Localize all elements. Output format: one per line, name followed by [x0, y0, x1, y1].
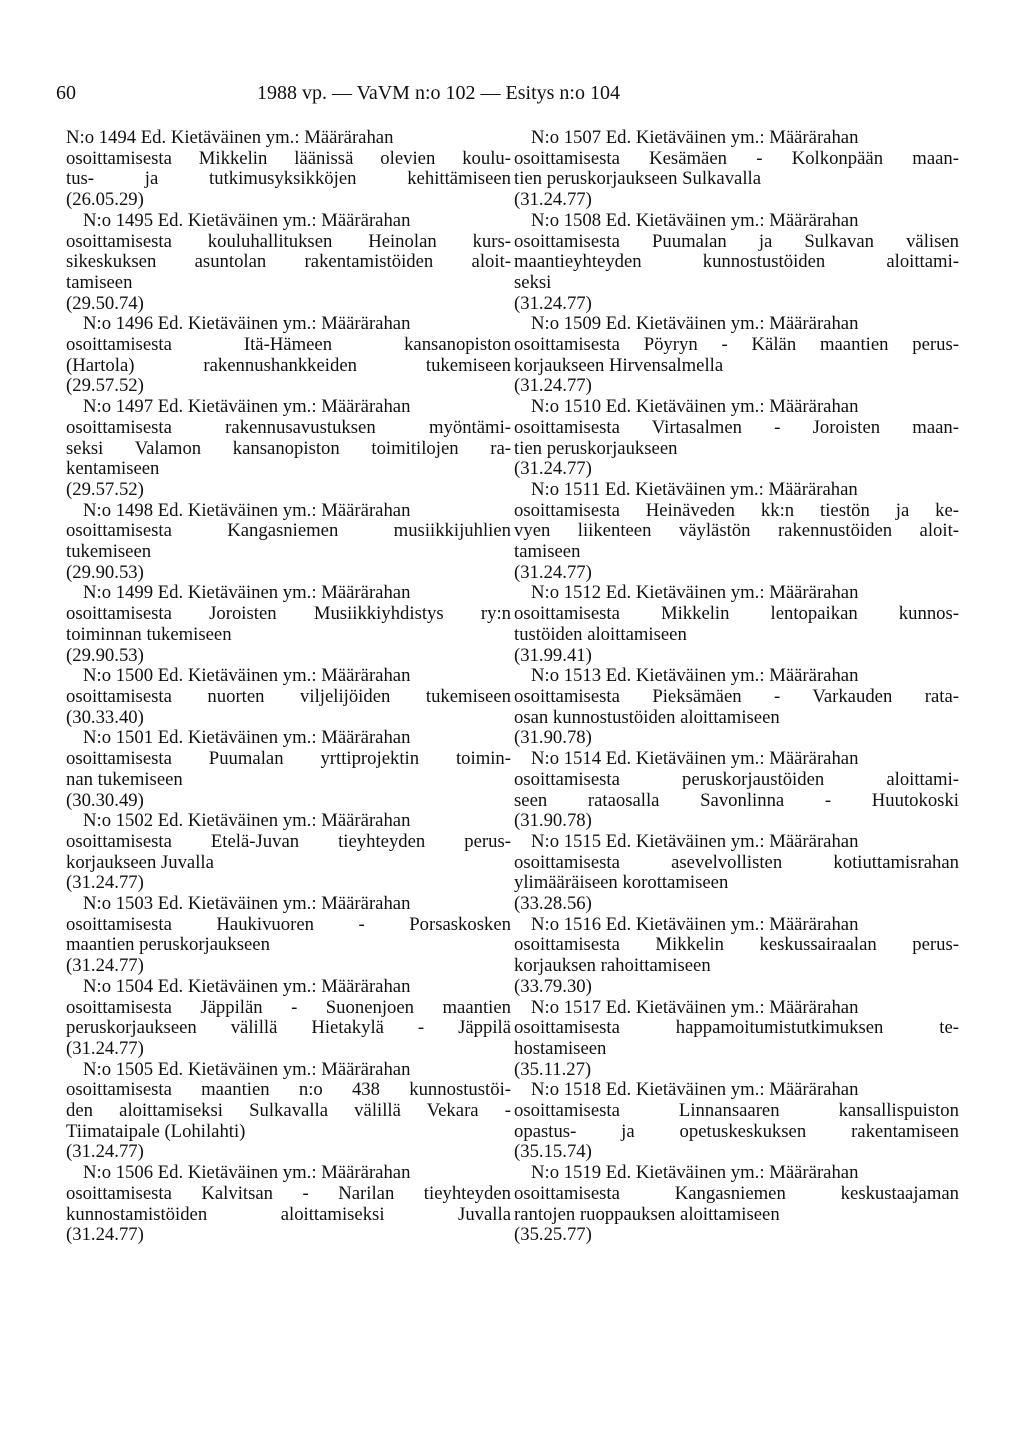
- motion-entry: [66, 1060, 511, 1164]
- page-header: [56, 78, 746, 108]
- motion-text-line: osoittamisesta Virtasalmen - Joroisten maan-: [514, 416, 959, 438]
- motion-title-line: N:o 1501 Ed. Kietäväinen ym.: Määrärahan: [83, 727, 411, 749]
- budget-reference: (31.99.41): [514, 644, 592, 666]
- motion-title-line: N:o 1494 Ed. Kietäväinen ym.: Määrärahan: [66, 127, 394, 148]
- motion-title-line: N:o 1503 Ed. Kietäväinen ym.: Määrärahan: [83, 893, 411, 915]
- motion-entry: [66, 128, 511, 211]
- motion-text-line: osoittamisesta Kesämäen - Kolkonpään maan-: [514, 147, 959, 169]
- motion-title-line: N:o 1515 Ed. Kietäväinen ym.: Määrärahan: [531, 830, 859, 852]
- left-text-column: [66, 128, 511, 1246]
- page-number: 60: [56, 82, 76, 104]
- budget-reference: (31.24.77): [514, 375, 592, 397]
- budget-reference: (26.05.29): [66, 189, 144, 211]
- budget-reference: (35.25.77): [514, 1224, 592, 1246]
- motion-entry: [514, 314, 959, 397]
- budget-reference: (31.24.77): [66, 1037, 144, 1059]
- motion-title-line: N:o 1519 Ed. Kietäväinen ym.: Määrärahan: [531, 1162, 859, 1184]
- right-text-column: [514, 128, 959, 1246]
- motion-text-line: kentamiseen: [66, 458, 160, 480]
- motion-title-line: N:o 1496 Ed. Kietäväinen ym.: Määrärahan: [83, 313, 411, 335]
- motion-entry: [514, 1080, 959, 1163]
- motion-entry: [66, 728, 511, 811]
- motion-text-line: osoittamisesta Etelä-Juvan tieyhteyden perus-: [66, 830, 511, 852]
- motion-text-line: maantieyhteyden kunnostustöiden aloittami-: [514, 251, 959, 273]
- motion-title-line: N:o 1495 Ed. Kietäväinen ym.: Määrärahan: [83, 209, 411, 231]
- motion-text-line: osoittamisesta Heinäveden kk:n tiestön ja ke-: [514, 499, 959, 521]
- motion-text-line: osoittamisesta happamoitumistutkimuksen te-: [514, 1017, 959, 1039]
- motion-text-line: peruskorjaukseen välillä Hietakylä - Jäppilä: [66, 1017, 511, 1039]
- motion-title-line: N:o 1513 Ed. Kietäväinen ym.: Määrärahan: [531, 665, 859, 687]
- budget-reference: (31.24.77): [514, 561, 592, 583]
- motion-text-line: osoittamisesta nuorten viljelijöiden tukemiseen: [66, 685, 511, 707]
- motion-entry: [514, 832, 959, 915]
- motion-text-line: hostamiseen: [514, 1037, 607, 1059]
- motion-entry: [66, 977, 511, 1060]
- motion-entry: [66, 1163, 511, 1246]
- motion-entry: [514, 128, 959, 211]
- motion-text-line: osan kunnostustöiden aloittamiseen: [514, 706, 780, 728]
- motion-entry: [514, 915, 959, 998]
- budget-reference: (29.57.52): [66, 375, 144, 397]
- motion-text-line: seksi: [514, 271, 552, 293]
- budget-reference: (31.24.77): [66, 872, 144, 894]
- motion-text-line: osoittamisesta Pieksämäen - Varkauden rata-: [514, 685, 959, 707]
- budget-reference: (31.24.77): [514, 189, 592, 211]
- motion-text-line: Tiimataipale (Lohilahti): [66, 1120, 246, 1142]
- motion-entry: [514, 666, 959, 749]
- motion-text-line: tamiseen: [514, 541, 581, 563]
- motion-entry: [514, 998, 959, 1081]
- budget-reference: (29.50.74): [66, 292, 144, 314]
- motion-text-line: tukemiseen: [66, 541, 152, 563]
- motion-title-line: N:o 1510 Ed. Kietäväinen ym.: Määrärahan: [531, 396, 859, 418]
- motion-entry: [514, 1163, 959, 1246]
- motion-text-line: tien peruskorjaukseen Sulkavalla: [514, 168, 762, 190]
- motion-text-line: osoittamisesta Mikkelin keskussairaalan perus-: [514, 934, 959, 956]
- motion-text-line: opastus- ja opetuskeskuksen rakentamiseen: [514, 1120, 959, 1142]
- motion-entry: [66, 583, 511, 666]
- motion-entry: [514, 749, 959, 832]
- budget-reference: (31.24.77): [514, 292, 592, 314]
- motion-text-line: osoittamisesta rakennusavustuksen myöntämi-: [66, 416, 511, 438]
- motion-title-line: N:o 1499 Ed. Kietäväinen ym.: Määrärahan: [83, 582, 411, 604]
- motion-entry: [66, 314, 511, 397]
- motion-text-line: osoittamisesta asevelvollisten kotiuttamisrahan: [514, 851, 959, 873]
- motion-entry: [66, 397, 511, 501]
- motion-title-line: N:o 1497 Ed. Kietäväinen ym.: Määrärahan: [83, 396, 411, 418]
- motion-title-line: N:o 1508 Ed. Kietäväinen ym.: Määrärahan: [531, 209, 859, 231]
- motion-text-line: osoittamisesta Kangasniemen musiikkijuhlien: [66, 520, 511, 542]
- motion-title-line: N:o 1518 Ed. Kietäväinen ym.: Määrärahan: [531, 1079, 859, 1101]
- motion-text-line: (Hartola) rakennushankkeiden tukemiseen: [66, 354, 511, 376]
- motion-text-line: sikeskuksen asuntolan rakentamistöiden aloit-: [66, 251, 511, 273]
- motion-text-line: tamiseen: [66, 271, 133, 293]
- motion-title-line: N:o 1514 Ed. Kietäväinen ym.: Määrärahan: [531, 748, 859, 770]
- budget-reference: (30.33.40): [66, 706, 144, 728]
- motion-text-line: osoittamisesta Joroisten Musiikkiyhdistys ry:n: [66, 603, 511, 625]
- motion-text-line: ylimääräiseen korottamiseen: [514, 872, 729, 894]
- motion-text-line: nan tukemiseen: [66, 768, 183, 790]
- motion-text-line: osoittamisesta Kangasniemen keskustaajaman: [514, 1182, 959, 1204]
- motion-title-line: N:o 1498 Ed. Kietäväinen ym.: Määrärahan: [83, 499, 411, 521]
- motion-title-line: N:o 1512 Ed. Kietäväinen ym.: Määrärahan: [531, 582, 859, 604]
- budget-reference: (31.90.78): [514, 810, 592, 832]
- motion-title-line: N:o 1509 Ed. Kietäväinen ym.: Määrärahan: [531, 313, 859, 335]
- motion-entry: [514, 211, 959, 315]
- motion-text-line: osoittamisesta kouluhallituksen Heinolan kurs-: [66, 230, 511, 252]
- motion-text-line: osoittamisesta Itä-Hämeen kansanopiston: [66, 334, 511, 356]
- budget-reference: (35.15.74): [514, 1141, 592, 1163]
- motion-text-line: osoittamisesta peruskorjaustöiden aloittami-: [514, 768, 959, 790]
- motion-title-line: N:o 1507 Ed. Kietäväinen ym.: Määrärahan: [531, 127, 859, 148]
- budget-reference: (35.11.27): [514, 1058, 592, 1080]
- budget-reference: (33.28.56): [514, 893, 592, 915]
- motion-entry: [66, 894, 511, 977]
- motion-entry: [66, 211, 511, 315]
- motion-title-line: N:o 1505 Ed. Kietäväinen ym.: Määrärahan: [83, 1058, 411, 1080]
- motion-text-line: tustöiden aloittamiseen: [514, 623, 687, 645]
- motion-entry: [66, 811, 511, 894]
- motion-title-line: N:o 1504 Ed. Kietäväinen ym.: Määrärahan: [83, 975, 411, 997]
- motion-text-line: osoittamisesta Mikkelin lentopaikan kunnos-: [514, 603, 959, 625]
- motion-text-line: tus- ja tutkimusyksikköjen kehittämiseen: [66, 168, 511, 190]
- motion-text-line: seksi Valamon kansanopiston toimitilojen ra-: [66, 437, 511, 459]
- motion-text-line: kunnostamistöiden aloittamiseksi Juvalla: [66, 1203, 511, 1225]
- motion-entry: [66, 666, 511, 728]
- motion-text-line: osoittamisesta Haukivuoren - Porsaskosken: [66, 913, 511, 935]
- motion-title-line: N:o 1506 Ed. Kietäväinen ym.: Määrärahan: [83, 1162, 411, 1184]
- budget-reference: (30.30.49): [66, 789, 144, 811]
- motion-text-line: osoittamisesta Mikkelin läänissä olevien koulu-: [66, 147, 511, 169]
- motion-text-line: maantien peruskorjaukseen: [66, 934, 270, 956]
- budget-reference: (29.57.52): [66, 478, 144, 500]
- motion-title-line: N:o 1516 Ed. Kietäväinen ym.: Määrärahan: [531, 913, 859, 935]
- motion-title-line: N:o 1517 Ed. Kietäväinen ym.: Määrärahan: [531, 996, 859, 1018]
- motion-entry: [514, 480, 959, 584]
- budget-reference: (33.79.30): [514, 975, 592, 997]
- motion-entry: [514, 397, 959, 480]
- budget-reference: (31.24.77): [66, 1141, 144, 1163]
- motion-text-line: toiminnan tukemiseen: [66, 623, 232, 645]
- motion-entry: [66, 501, 511, 584]
- motion-text-line: osoittamisesta maantien n:o 438 kunnostustöi-: [66, 1079, 511, 1101]
- budget-reference: (31.24.77): [66, 1224, 144, 1246]
- budget-reference: (29.90.53): [66, 644, 144, 666]
- running-head: 1988 vp. — VaVM n:o 102 — Esitys n:o 104: [257, 82, 620, 104]
- motion-text-line: osoittamisesta Linnansaaren kansallispuiston: [514, 1100, 959, 1122]
- motion-text-line: vyen liikenteen väylästön rakennustöiden aloit-: [514, 520, 959, 542]
- budget-reference: (31.90.78): [514, 727, 592, 749]
- budget-reference: (29.90.53): [66, 561, 144, 583]
- motion-text-line: den aloittamiseksi Sulkavalla välillä Vekara -: [66, 1100, 511, 1122]
- motion-title-line: N:o 1502 Ed. Kietäväinen ym.: Määrärahan: [83, 810, 411, 832]
- motion-text-line: osoittamisesta Puumalan yrttiprojektin toimin-: [66, 748, 511, 770]
- motion-text-line: osoittamisesta Kalvitsan - Narilan tieyhteyden: [66, 1182, 511, 1204]
- motion-title-line: N:o 1511 Ed. Kietäväinen ym.: Määrärahan: [531, 478, 858, 500]
- budget-reference: (31.24.77): [66, 955, 144, 977]
- motion-text-line: korjaukseen Juvalla: [66, 851, 214, 873]
- motion-text-line: korjauksen rahoittamiseen: [514, 955, 711, 977]
- motion-title-line: N:o 1500 Ed. Kietäväinen ym.: Määrärahan: [83, 665, 411, 687]
- motion-text-line: tien peruskorjaukseen: [514, 437, 678, 459]
- motion-text-line: osoittamisesta Pöyryn - Kälän maantien perus-: [514, 334, 959, 356]
- budget-reference: (31.24.77): [514, 458, 592, 480]
- motion-text-line: rantojen ruoppauksen aloittamiseen: [514, 1203, 780, 1225]
- motion-text-line: seen rataosalla Savonlinna - Huutokoski: [514, 789, 959, 811]
- motion-text-line: osoittamisesta Jäppilän - Suonenjoen maantien: [66, 996, 511, 1018]
- motion-entry: [514, 583, 959, 666]
- motion-text-line: osoittamisesta Puumalan ja Sulkavan välisen: [514, 230, 959, 252]
- motion-text-line: korjaukseen Hirvensalmella: [514, 354, 724, 376]
